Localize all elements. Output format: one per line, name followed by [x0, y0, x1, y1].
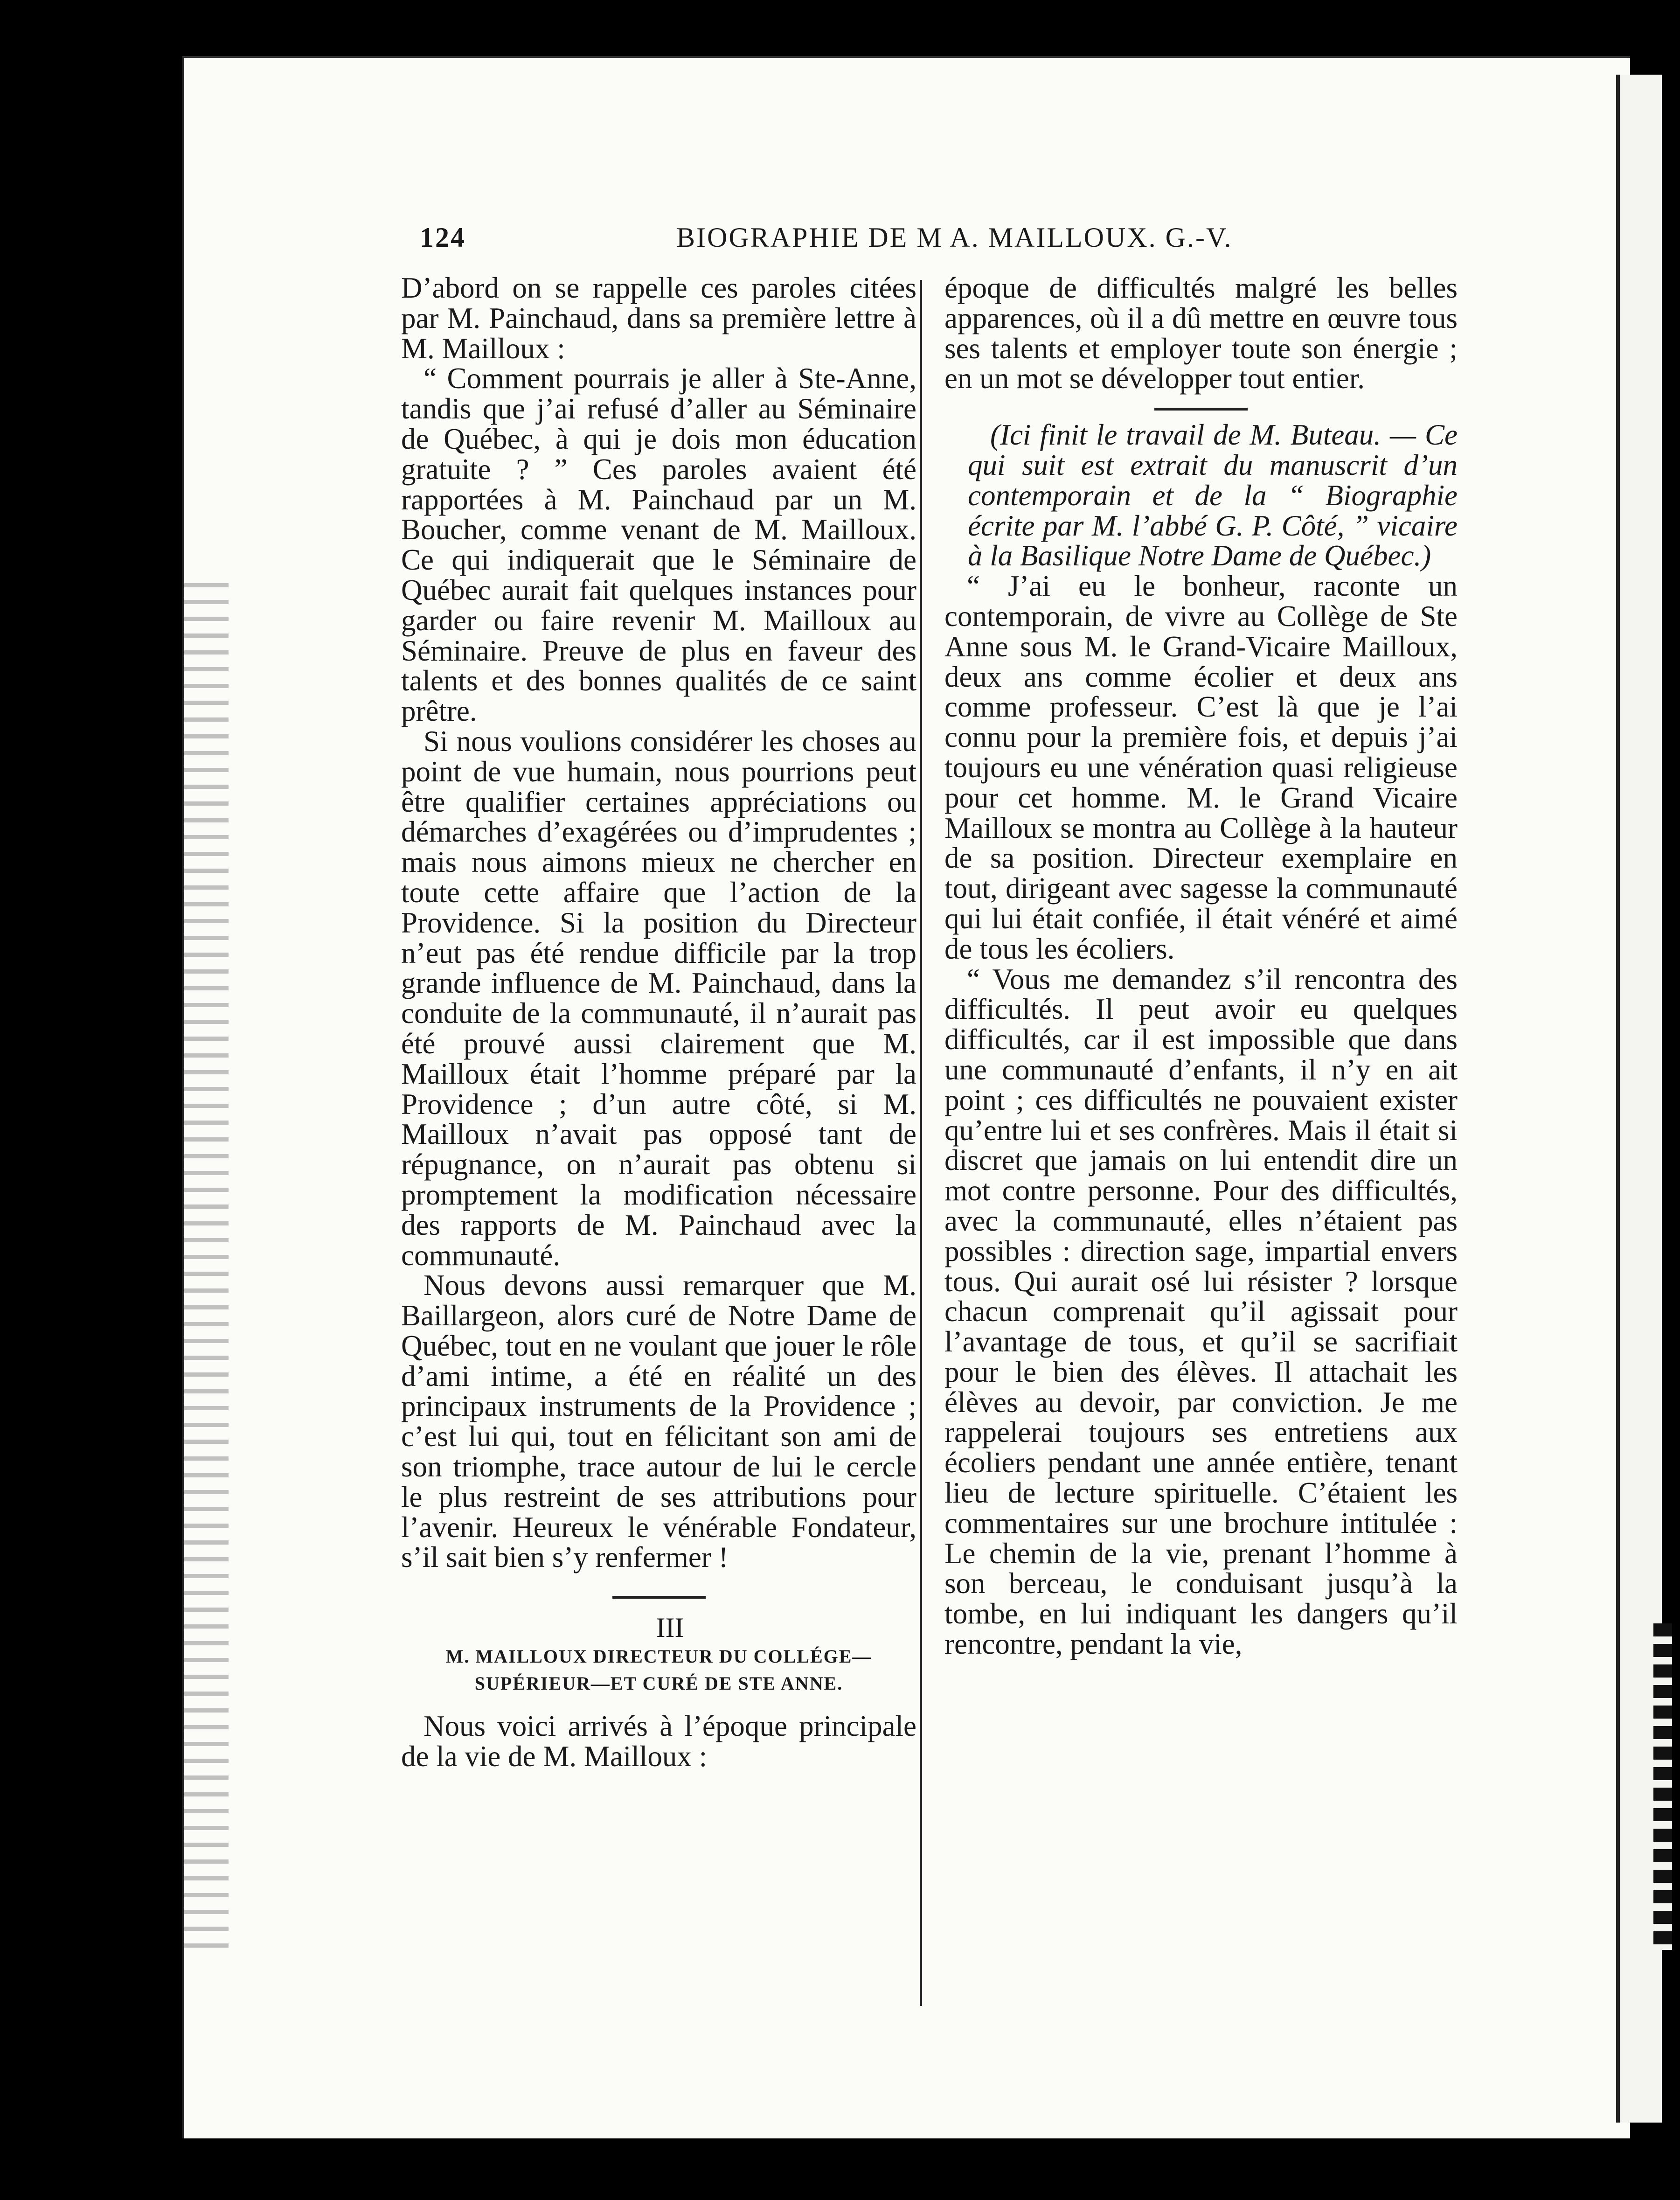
paragraph: Si nous voulions considérer les choses au point de vue humain, nous pourrions peut être qualifier certaines appréciations ou démarches d’exagérées ou d’imprudentes ; mais nous aimons mieux ne chercher en toute cette affaire que l’action de la Providence. Si la position du Directeur n’eut pas été rendue difficile par la trop grande influence de M. Painchaud, dans la conduite de la communauté, il n’aurait pas été prouvé aussi clairement que M. Mailloux était l’homme préparé par la Providence ; d’un autre côté, si M. Mailloux n’avait pas opposé tant de répugnance, on n’aurait pas obtenu si promptement la modification nécessaire des rapports de M. Painchaud avec la communauté. — [401, 724, 916, 1272]
running-header — [420, 222, 1446, 259]
section-title-line: SUPÉRIEUR—ET CURÉ DE STE ANNE. — [474, 1673, 843, 1694]
editorial-note: (Ici finit le travail de M. Buteau. — Ce qui suit est extrait du manuscrit d’un contemporain et de la “ Biographie écrite par M. l’abbé G. P. Côté, ” vicaire à la Basilique Notre Dame de Québec.) — [968, 418, 1458, 572]
paragraph: “ Vous me demandez s’il rencontra des difficultés. Il peut avoir eu quelques difficultés, car il est impossible que dans une communauté d’enfants, il n’y en ait point ; ces difficultés ne pouvaient exister qu’entre lui et ses confrères. Mais il était si discret que jamais on lui entendit dire un mot contre personne. Pour des difficultés, avec la communauté, elles n’étaient pas possibles : direction sage, impartial envers tous. Qui aurait osé lui résister ? lorsque chacun comprenait qu’il agissait pour l’avantage de tous, et qu’il se sacrifiait pour le bien des élèves. Il attachait les élèves au devoir, par conviction. Je me rappelerai toujours ses entretiens aux écoliers pendant une année entière, tenant lieu de lecture spirituelle. C’étaient les commentaires sur une brochure intitulée : Le chemin de la vie, prenant l’homme à son berceau, le conduisant jusqu’à la tombe, en lui indiquant les dangers qu’il rencontre, pendant la vie, — [944, 962, 1458, 1661]
section-number: III — [656, 1612, 684, 1643]
scan-gutter-noise — [184, 583, 229, 1959]
adjacent-page-text-fragment — [1653, 1623, 1672, 1950]
column-divider — [920, 280, 922, 2006]
running-title: BIOGRAPHIE DE M A. MAILLOUX. G.-V. — [676, 222, 1233, 253]
section-rule — [612, 1596, 706, 1599]
note-rule — [1154, 408, 1248, 411]
page-edge-line — [1616, 75, 1620, 2123]
right-column — [944, 273, 1458, 2139]
section-title — [401, 1643, 916, 1697]
page-number: 124 — [420, 222, 466, 253]
section-title-line: M. MAILLOUX DIRECTEUR DU COLLÉGE— — [445, 1646, 872, 1667]
paragraph: Nous voici arrivés à l’époque principale de la vie de M. Mailloux : — [401, 1710, 916, 1773]
left-column — [401, 273, 916, 2139]
paragraph: époque de difficultés malgré les belles apparences, où il a dû mettre en œuvre tous ses talents et employer toute son énergie ; en un mot se développer tout entier. — [944, 272, 1458, 395]
paragraph: Nous devons aussi remarquer que M. Baillargeon, alors curé de Notre Dame de Québec, tout en ne voulant que jouer le rôle d’ami intime, a été en réalité un des principaux instruments de la Providence ; c’est lui qui, tout en félicitant son ami de son triomphe, trace autour de lui le cercle le plus restreint de ses attributions pour l’avenir. Heureux le vénérable Fondateur, s’il sait bien s’y renfermer ! — [401, 1269, 916, 1574]
paragraph: D’abord on se rappelle ces paroles citées par M. Painchaud, dans sa première lettre à M. Mailloux : — [401, 272, 916, 365]
quote-paragraph: “ Comment pourrais je aller à Ste-Anne, tandis que j’ai refusé d’aller au Séminaire de Québec, à qui je dois mon éducation gratuite ? ” Ces paroles avaient été rapportées à M. Painchaud par un M. Boucher, comme venant de M. Mailloux. Ce qui indiquerait que le Séminaire de Québec aurait fait quelques instances pour garder ou faire revenir M. Mailloux au Séminaire. Preuve de plus en faveur des talents et des bonnes qualités de ce saint prêtre. — [401, 362, 916, 728]
paragraph: “ J’ai eu le bonheur, raconte un contemporain, de vivre au Collège de Ste Anne sous M. le Grand-Vicaire Mailloux, deux ans comme écolier et deux ans comme professeur. C’est là que je l’ai connu pour la première fois, et depuis j’ai toujours eu une vénération quasi religieuse pour cet homme. M. le Grand Vicaire Mailloux se montra au Collège à la hauteur de sa position. Directeur exemplaire en tout, dirigeant avec sagesse la communauté qui lui était confiée, il était vénéré et aimé de tous les écoliers. — [944, 570, 1458, 965]
